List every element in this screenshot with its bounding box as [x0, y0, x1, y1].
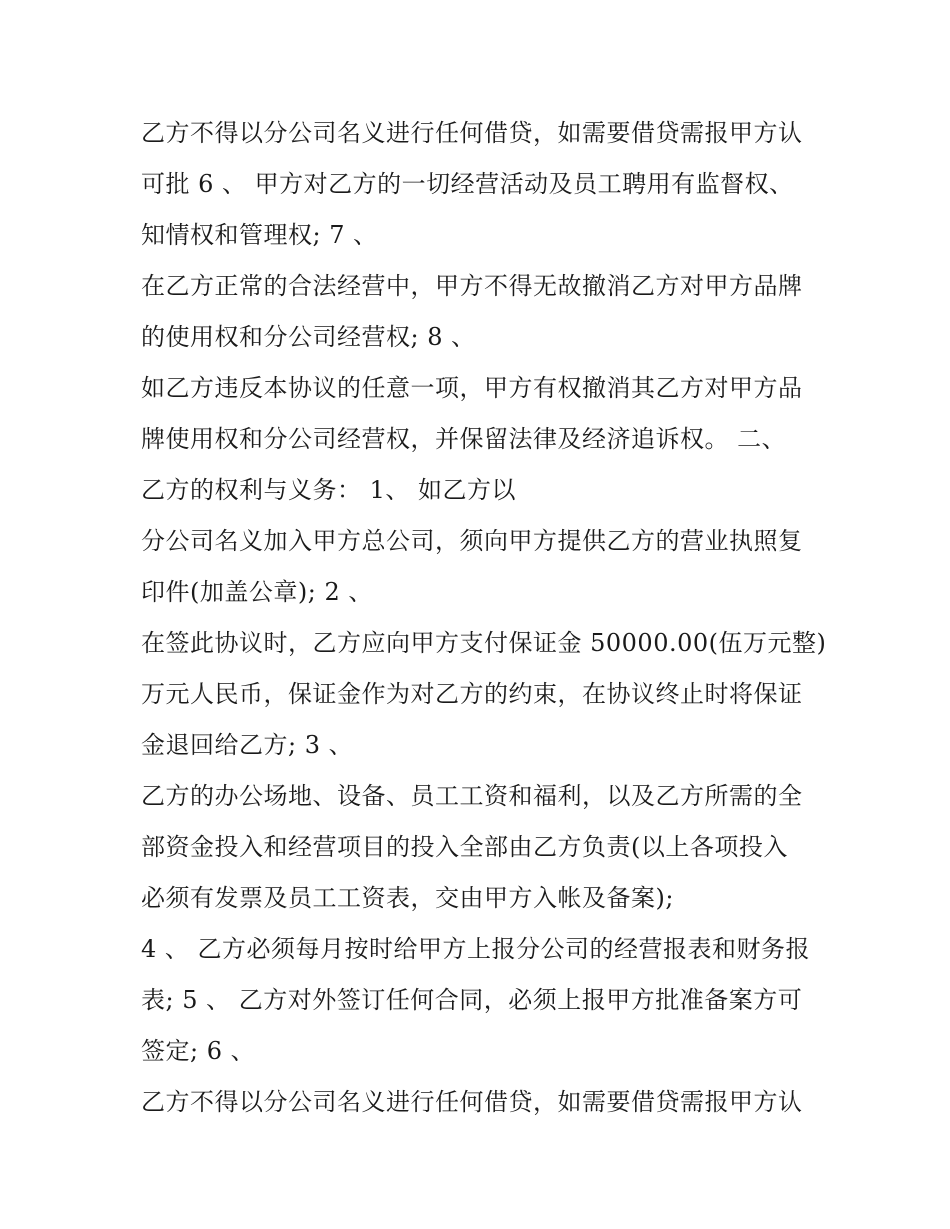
- text-line: 乙方不得以分公司名义进行任何借贷，如需要借贷需报甲方认: [141, 1088, 803, 1116]
- text-line: 知情权和管理权; 7 、: [141, 221, 378, 249]
- text-line: 的使用权和分公司经营权; 8 、: [141, 323, 476, 351]
- text-line: 4 、 乙方必须每月按时给甲方上报分公司的经营报表和财务报: [141, 935, 811, 963]
- text-line: 部资金投入和经营项目的投入全部由乙方负责(以上各项投入: [141, 833, 788, 861]
- text-line: 金退回给乙方; 3 、: [141, 731, 354, 759]
- text-line: 乙方的办公场地、设备、员工工资和福利，以及乙方所需的全: [141, 782, 803, 810]
- text-line: 必须有发票及员工工资表，交由甲方入帐及备案);: [141, 884, 674, 912]
- text-line: 在签此协议时，乙方应向甲方支付保证金 50000.00(伍万元整): [141, 629, 827, 657]
- text-line: 牌使用权和分公司经营权，并保留法律及经济追诉权。 二、: [141, 425, 787, 453]
- text-line: 万元人民币，保证金作为对乙方的约束，在协议终止时将保证: [141, 680, 803, 708]
- text-line: 表; 5 、 乙方对外签订任何合同，必须上报甲方批准备案方可: [141, 986, 803, 1014]
- text-line: 签定; 6 、: [141, 1037, 256, 1065]
- text-line: 在乙方正常的合法经营中，甲方不得无故撤消乙方对甲方品牌: [141, 272, 803, 300]
- text-line: 乙方不得以分公司名义进行任何借贷，如需要借贷需报甲方认: [141, 119, 803, 147]
- text-line: 可批 6 、 甲方对乙方的一切经营活动及员工聘用有监督权、: [141, 170, 794, 198]
- document-body: [141, 108, 827, 1128]
- text-line: 乙方的权利与义务： 1、 如乙方以: [141, 476, 517, 504]
- text-line: 印件(加盖公章); 2 、: [141, 578, 373, 606]
- text-line: 分公司名义加入甲方总公司，须向甲方提供乙方的营业执照复: [141, 527, 803, 555]
- text-line: 如乙方违反本协议的任意一项，甲方有权撤消其乙方对甲方品: [141, 374, 803, 402]
